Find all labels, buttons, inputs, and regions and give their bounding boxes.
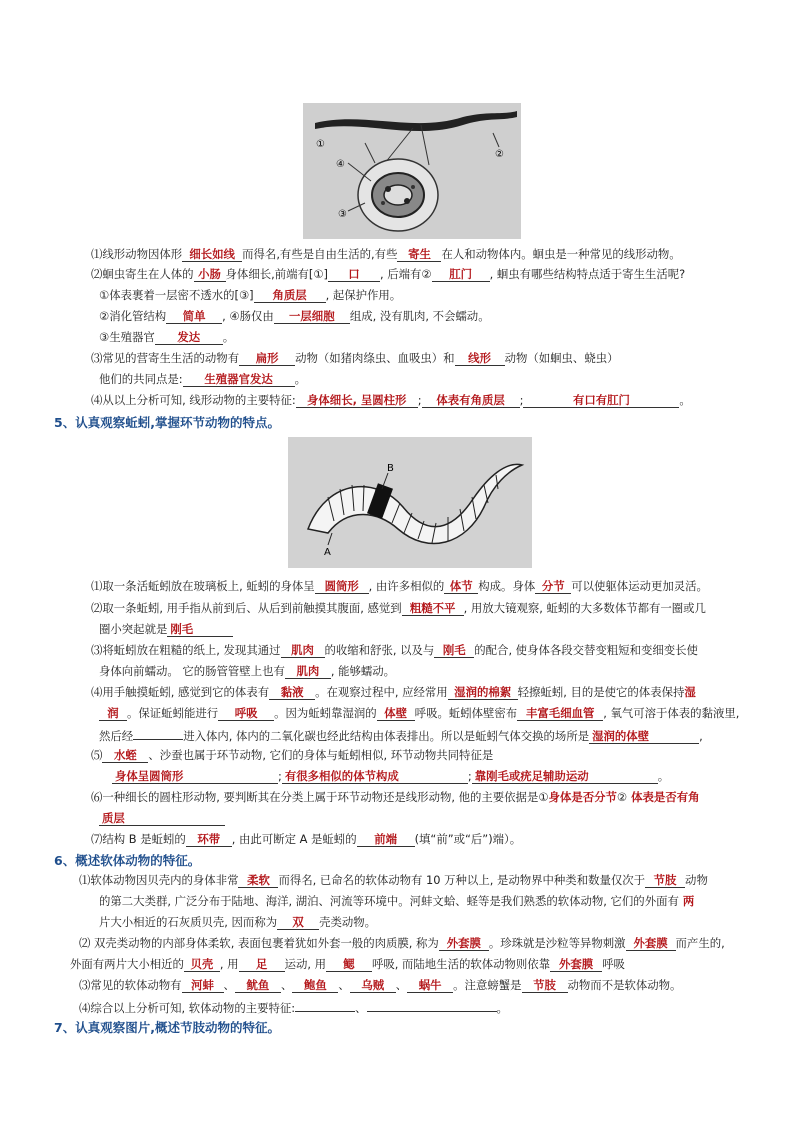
text: ①体表裹着一层密不透水的[③] (99, 288, 254, 302)
answer: 湿 (684, 685, 696, 699)
roundworm-figure (303, 103, 521, 239)
text: 外面有两片大小相近的 (70, 957, 184, 971)
text: 圈小突起就是 (99, 622, 168, 636)
text: ⑹一种细长的圆柱形动物, 要判断其在分类上属于环节动物还是线形动物, 他的主要依据是① (91, 790, 549, 804)
text: 。在观察过程中, 应经常用 (315, 685, 448, 699)
text: 、 (338, 978, 350, 992)
answer: 一层细胞 (274, 310, 350, 324)
text: ⑶将蚯蚓放在粗糙的纸上, 发现其通过 (91, 643, 281, 657)
section-6-heading: 6、概述软体动物的特征。 (54, 853, 201, 868)
blank (367, 999, 497, 1012)
blank (295, 999, 355, 1012)
text: , 氧气可溶于体表的黏液里, (603, 706, 740, 720)
answer: 身体呈圆筒形 (112, 770, 278, 784)
answer: 节肢 (645, 874, 685, 888)
rw-q3b (99, 372, 306, 387)
section-5-heading: 5、认真观察蚯蚓,掌握环节动物的特点。 (54, 415, 280, 430)
text: 。 (222, 330, 235, 344)
text: ⑷用手触摸蚯蚓, 感觉到它的体表有 (91, 685, 270, 699)
text: ; (417, 393, 422, 407)
ew-q5 (91, 748, 493, 763)
text: 进入体内, 体内的二氧化碳也经此结构由体表排出。所以是蚯蚓气体交换的场所是 (183, 729, 590, 743)
answer: 鳃 (326, 958, 372, 972)
answer: 水蛭 (102, 749, 148, 763)
answer: 外套膜 (626, 937, 676, 951)
answer: 分节 (535, 580, 571, 594)
ml-q4 (79, 999, 508, 1016)
roundworm-illustration (303, 103, 521, 239)
text: ; (467, 769, 472, 783)
text: 呼吸, 而陆地生活的软体动物则依靠 (371, 957, 551, 971)
rw-q2 (91, 267, 685, 282)
text: 。注意螃蟹是 (453, 978, 522, 992)
answer: 体表有角质层 (422, 394, 520, 408)
answer: 柔软 (238, 874, 278, 888)
text: 。因为蚯蚓靠湿润的 (274, 706, 377, 720)
text: ⑵取一条蚯蚓, 用手指从前到后、从后到前触摸其腹面, 感觉到 (91, 601, 402, 615)
answer: 生殖器官发达 (183, 373, 295, 387)
answer: 双 (277, 916, 319, 930)
answer: 小肠 (194, 268, 226, 282)
text: 身体向前蠕动。 它的肠管管壁上也有 (99, 664, 285, 678)
section-7-heading: 7、认真观察图片,概述节肢动物的特征。 (54, 1020, 280, 1035)
text: ⑵ 双壳类动物的内部身体柔软, 表面包裹着犹如外套一般的肉质膜, 称为 (79, 936, 439, 950)
text: 动物而不是软体动物。 (567, 978, 682, 992)
text: , 用放大镜观察, 蚯蚓的大多数体节都有一圈或几 (463, 601, 706, 615)
answer: 蜗牛 (407, 979, 453, 993)
answer: 口 (328, 268, 380, 282)
ew-q7 (91, 832, 521, 847)
text: 、 (395, 978, 408, 992)
ew-q2 (91, 601, 706, 616)
text: (填“前”或“后”)端）。 (414, 832, 522, 846)
text: 的第二大类群, 广泛分布于陆地、海洋, 湖泊、河流等环境中。河蚌文蛤、蛏等是我们熟悉的软体动物, 它们的外面有 (99, 894, 679, 908)
answer: 湿润的体壁 (589, 730, 699, 744)
text: 壳类动物。 (319, 915, 377, 929)
text: , (699, 729, 703, 743)
answer: 肌肉 (281, 644, 325, 658)
text: 然后经 (99, 729, 134, 743)
rw-q2c (99, 330, 234, 345)
ew-q1 (91, 579, 708, 594)
answer: 体表是否有角 (631, 790, 700, 804)
ew-q6b (99, 811, 225, 826)
answer: 乌贼 (350, 979, 396, 993)
ew-q3b (99, 664, 395, 679)
label-1: ① (316, 139, 325, 150)
text: 可以使躯体运动更加灵活。 (571, 579, 708, 593)
ml-q1 (79, 873, 708, 888)
answer: 丰富毛细血管 (517, 707, 603, 721)
text: 轻擦蚯蚓, 目的是使它的体表保持 (517, 685, 685, 699)
ew-q6 (91, 790, 699, 805)
text: 而产生的, (675, 936, 725, 950)
text: ② (616, 790, 628, 804)
text: ⑴软体动物因贝壳内的身体非常 (79, 873, 239, 887)
label-3: ③ (338, 209, 347, 220)
answer: 简单 (166, 310, 222, 324)
answer: 靠刚毛或疣足辅助运动 (472, 770, 658, 784)
ew-q5b (112, 769, 669, 784)
answer: 有口有肛门 (523, 394, 679, 408)
answer: 粗糙不平 (402, 602, 464, 616)
text: ⑺结构 B 是蚯蚓的 (91, 832, 186, 846)
text: , 用 (219, 957, 239, 971)
label-4: ④ (336, 159, 345, 170)
text: 片大小相近的石灰质贝壳, 因而称为 (99, 915, 278, 929)
text: ; (278, 769, 282, 783)
answer: 寄生 (397, 248, 441, 262)
answer: 体节 (444, 580, 478, 594)
rw-q3 (91, 351, 619, 366)
ew-q4c (99, 727, 703, 744)
earthworm-figure (288, 437, 532, 568)
rw-q2a (99, 288, 401, 303)
answer: 前端 (357, 833, 415, 847)
ml-q3 (79, 978, 681, 993)
answer: 节肢 (522, 979, 568, 993)
answer: 线形 (455, 352, 505, 366)
answer: 刚毛 (434, 644, 474, 658)
answer: 角质层 (254, 289, 326, 303)
answer: 河蚌 (182, 979, 224, 993)
text: , 能够蠕动。 (330, 664, 396, 678)
text: 动物（如蛔虫、蛲虫） (504, 351, 619, 365)
answer: 呼吸 (218, 707, 274, 721)
answer: 质层 (99, 812, 225, 826)
rw-q2b (99, 309, 490, 324)
text: 而得名,有些是自由生活的,有些 (242, 247, 398, 261)
text: 。 (496, 1001, 508, 1015)
text: ⑷从以上分析可知, 线形动物的主要特征: (91, 393, 296, 407)
text: , 后端有② (380, 267, 432, 281)
rw-q4 (91, 393, 691, 408)
text: 运动, 用 (284, 957, 326, 971)
text: 他们的共同点是: (99, 372, 183, 386)
answer: 环带 (186, 833, 232, 847)
answer: 刚毛 (167, 623, 233, 637)
answer: 身体细长, 呈圆柱形 (296, 394, 418, 408)
ew-q4b (99, 706, 739, 721)
text: 。保证蚯蚓能进行 (127, 706, 219, 720)
answer: 外套膜 (550, 958, 602, 972)
text: 构成。身体 (478, 579, 536, 593)
answer: 发达 (155, 331, 223, 345)
earthworm-illustration (288, 437, 532, 568)
text: ⑴取一条活蚯蚓放在玻璃板上, 蚯蚓的身体呈 (91, 579, 315, 593)
answer: 扁形 (239, 352, 295, 366)
label-a: A (324, 547, 331, 558)
text: 。 (679, 393, 691, 407)
text: , 起保护作用。 (325, 288, 402, 302)
ml-q2 (79, 936, 725, 951)
text: 呼吸。蚯蚓体壁密布 (414, 706, 518, 720)
answer: 两 (682, 894, 695, 908)
text: ⑷综合以上分析可知, 软体动物的主要特征: (79, 1001, 296, 1015)
text: 组成, 没有肌肉, 不会蠕动。 (349, 309, 490, 323)
text: 动物（如猪肉绦虫、血吸虫）和 (295, 351, 455, 365)
answer: 肛门 (432, 268, 490, 282)
text: , ④肠仅由 (222, 309, 274, 323)
text: 的配合, 使身体各段交替变粗短和变细变长使 (474, 643, 698, 657)
answer: 圆筒形 (315, 580, 369, 594)
answer: 细长如线 (182, 248, 242, 262)
text: 。珍珠就是沙粒等异物刺激 (488, 936, 626, 950)
text: ⑶常见的营寄生生活的动物有 (91, 351, 240, 365)
text: 、 (223, 978, 235, 992)
text: , 由许多相似的 (368, 579, 445, 593)
label-2: ② (495, 149, 504, 160)
answer: 贝壳 (184, 958, 220, 972)
text: 、 (280, 978, 293, 992)
text: 的收缩和舒张, 以及与 (324, 643, 435, 657)
answer: 体壁 (377, 707, 415, 721)
blank (133, 727, 183, 740)
text: , 蛔虫有哪些结构特点适于寄生生活呢? (489, 267, 686, 281)
text: 呼吸 (602, 957, 625, 971)
text: ③生殖器官 (99, 330, 155, 344)
answer: 湿润的棉絮 (448, 686, 518, 700)
text: 、 (355, 1001, 367, 1015)
answer: 鲍鱼 (292, 979, 338, 993)
text: 、沙蚕也属于环节动物, 它们的身体与蚯蚓相似, 环节动物共同特征是 (148, 748, 494, 762)
ml-q1c (99, 915, 376, 930)
answer: 肌肉 (285, 665, 331, 679)
text: 动物 (685, 873, 708, 887)
ml-q1b (99, 894, 694, 909)
ew-q3 (91, 643, 698, 658)
text: ⑶常见的软体动物有 (79, 978, 182, 992)
text: ; (519, 393, 524, 407)
ew-q2b (99, 622, 233, 637)
answer: 外套膜 (439, 937, 489, 951)
text: ⑸ (91, 748, 103, 762)
text: 。 (657, 769, 670, 783)
text: ⑴线形动物因体形 (91, 247, 183, 261)
text: 。 (294, 372, 306, 386)
answer: 足 (239, 958, 285, 972)
text: ⑵蛔虫寄生在人体的 (91, 267, 194, 281)
answer: 有很多相似的体节构成 (282, 770, 468, 784)
text: 而得名, 已命名的软体动物有 10 万种以上, 是动物界中种类和数量仅次于 (278, 873, 646, 887)
rw-q1 (91, 247, 681, 262)
answer: 润 (99, 707, 127, 721)
text: 在人和动物体内。蛔虫是一种常见的线形动物。 (441, 247, 681, 261)
answer: 鱿鱼 (235, 979, 281, 993)
label-b: B (387, 463, 394, 474)
text: 身体细长,前端有[①] (225, 267, 328, 281)
answer: 黏液 (269, 686, 315, 700)
text: ②消化管结构 (99, 309, 167, 323)
answer: 身体是否分节 (548, 790, 617, 804)
ew-q4 (91, 685, 696, 700)
ml-q2b (70, 957, 625, 972)
text: , 由此可断定 A 是蚯蚓的 (231, 832, 357, 846)
